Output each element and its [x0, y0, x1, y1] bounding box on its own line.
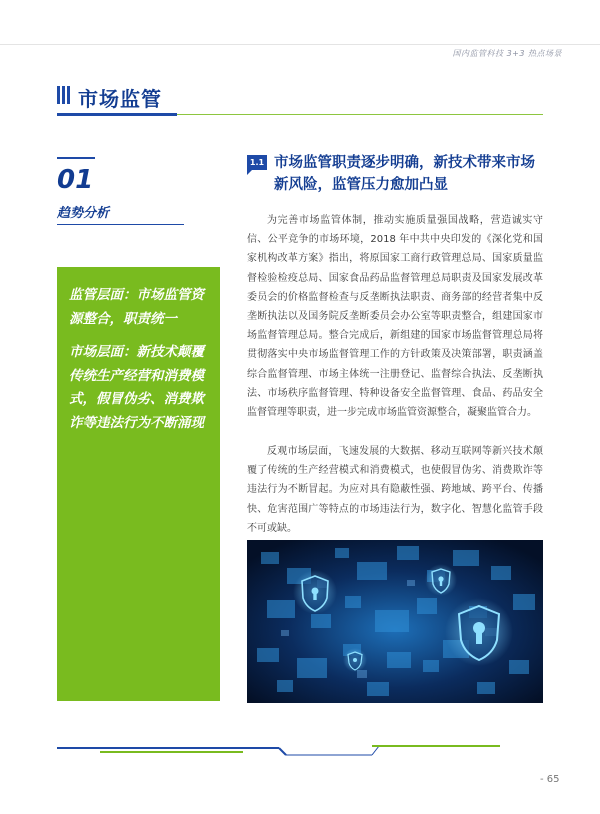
cybersecurity-image	[247, 540, 543, 703]
section-title: 市场监管	[78, 87, 162, 111]
trend-number: 01	[57, 165, 94, 195]
running-head: 国内监管科技 3+3 热点场景	[452, 49, 562, 58]
footer-rule-blue	[57, 747, 279, 749]
section-rule-accent	[177, 114, 543, 115]
trend-number-rule	[57, 157, 95, 159]
trend-label: 趋势分析	[57, 206, 110, 221]
body-paragraph-1	[247, 211, 543, 422]
panel-point-2: 市场层面：新技术颠覆传统生产经营和消费模式，假冒伪劣、消费欺诈等违法行为不断涌现	[69, 344, 204, 431]
shield-lock-icon-large	[445, 598, 513, 666]
highlight-panel-text	[69, 284, 215, 445]
footer-rule-green-left	[100, 751, 243, 753]
trend-label-rule	[57, 224, 184, 225]
footer-rule-green-right	[372, 745, 500, 747]
body-paragraph-2	[247, 442, 543, 538]
shield-lock-icon-small	[425, 564, 457, 596]
subsection-title: 市场监管职责逐步明确，新技术带来市场新风险，监管压力愈加凸显	[274, 155, 535, 193]
section-bars-icon	[57, 86, 73, 104]
header-rule	[0, 44, 600, 45]
section-rule	[57, 113, 177, 116]
paragraph-1-text: 为完善市场监管体制，推动实施质量强国战略，营造诚实守信、公平竞争的市场环境，2018 年中共中央印发的《深化党和国家机构改革方案》指出，将原国家工商行政管理总局、国家质量监督检验检疫总局、国家食品药品监督管理总局职责及国家发展改革委员会的价格监督检查与反垄断执法职责、商务部的经营者集中反垄断执法以及国务院反垄断委员会办公室等职责整合，组建国家市场监督管理总局。整合完成后，新组建的国家市场监督管理总局将贯彻落实中央市场监督管理工作的方针政策及决策部署，职责涵盖综合监督管理、市场主体统一注册登记、监督综合执法、反垄断执法、市场秩序监督管理、特种设备安全监督管理、食品、药品安全监督管理等职责，进一步完成市场监管资源整合，凝聚监管合力。	[247, 215, 543, 419]
page-number: - 65	[540, 774, 560, 785]
panel-point-1: 监管层面：市场监管资源整合，职责统一	[69, 287, 204, 327]
shield-lock-icon-tiny	[343, 648, 367, 672]
paragraph-2-text: 反观市场层面，飞速发展的大数据、移动互联网等新兴技术颠覆了传统的生产经营模式和消费模式，也使假冒伪劣、消费欺诈等违法行为不断冒起。为应对具有隐蔽性强、跨地域、跨平台、传播快、危害范围广等特点的市场违法行为，数字化、智慧化监管手段不可或缺。	[247, 446, 543, 534]
badge-tail	[247, 170, 252, 175]
subsection-number-badge: 1.1	[247, 155, 267, 170]
shield-lock-icon-medium	[293, 570, 337, 614]
